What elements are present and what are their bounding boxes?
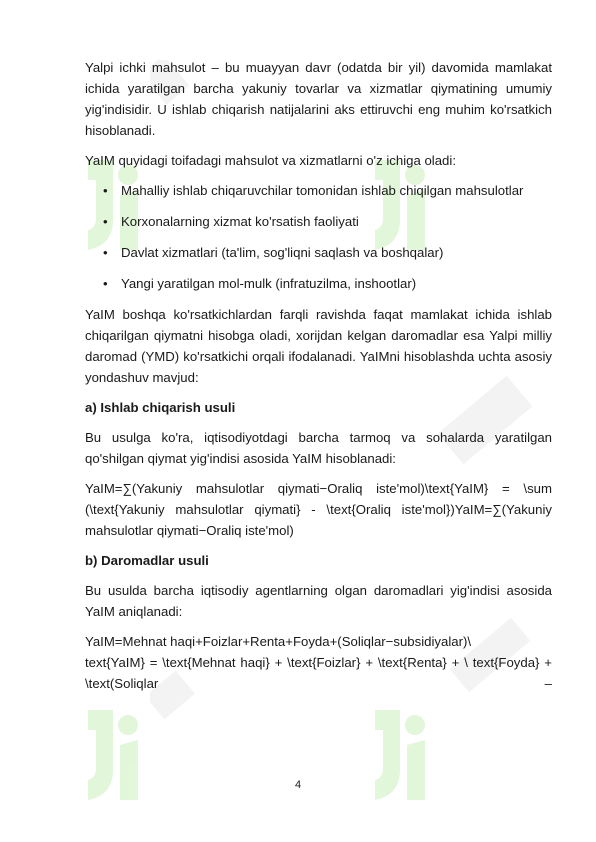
paragraph-income-text: Bu usulda barcha iqtisodiy agentlarning olgan daromadlari yig'indisi asosida YaIM aniqlanadi: [85,583,552,619]
list-item: • Mahalliy ishlab chiqaruvchilar tomonidan ishlab chiqilgan mahsulotlar [85,180,552,201]
formula-income-line-2: text{YaIM} = \text{Mehnat haqi} + \text{Foizlar} + \text{Renta} + \ text{Foyda} + \text(Soliqlar – [85,655,552,691]
page-number: 4 [294,779,302,791]
list-item: • Korxonalarning xizmat ko'rsatish faoliyati [85,211,552,232]
paragraph-difference: YaIM boshqa ko'rsatkichlardan farqli ravishda faqat mamlakat ichida ishlab chiqarilgan qiymatni hisobga oladi, xorijdan kelgan daromadlar esa Yalpi milliy daromad (YMD) ko'rsatkichi orqali ifodalanadi. YaIMni hisoblashda uchta asosiy yondashuv mavjud: [85,307,552,385]
formula-production: YaIM=∑(Yakuniy mahsulotlar qiymati−Oraliq iste'mol)\text{YaIM} = \sum (\text{Yakuniy mahsulotlar qiymati} - \text{Oraliq iste'mol})YaIM=∑(Yakuniy mahsulotlar qiymati−Oraliq iste'mol) [85,481,552,538]
list-item: • Davlat xizmatlari (ta'lim, sog'liqni saqlash va boshqalar) [85,242,552,263]
bullet-list [85,180,552,294]
heading-income-method: b) Daromadlar usuli [85,553,209,568]
paragraph-includes: YaIM quyidagi toifadagi mahsulot va xizmatlarni o'z ichiga oladi: [85,153,456,168]
heading-production-method: a) Ishlab chiqarish usuli [85,400,236,415]
formula-income-line-1: YaIM=Mehnat haqi+Foizlar+Renta+Foyda+(Soliqlar−subsidiyalar)\ [85,634,472,649]
watermark-logo-icon [78,700,148,810]
watermark-logo-icon [365,700,435,810]
paragraph-production-text: Bu usulga ko'ra, iqtisodiyotdagi barcha tarmoq va sohalarda yaratilgan qo'shilgan qiymat yig'indisi asosida YaIM hisoblanadi: [85,430,552,466]
list-item: • Yangi yaratilgan mol-mulk (infratuzilma, inshootlar) [85,273,552,294]
paragraph-intro: Yalpi ichki mahsulot – bu muayyan davr (odatda bir yil) davomida mamlakat ichida yaratilgan barcha yakuniy tovarlar va xizmatlar qiymatining umumiy yig'indisidir. U ishlab chiqarish natijalarini aks ettiruvchi eng muhim ko'rsatkich hisoblanadi. [85,60,552,138]
document-body [85,57,552,694]
